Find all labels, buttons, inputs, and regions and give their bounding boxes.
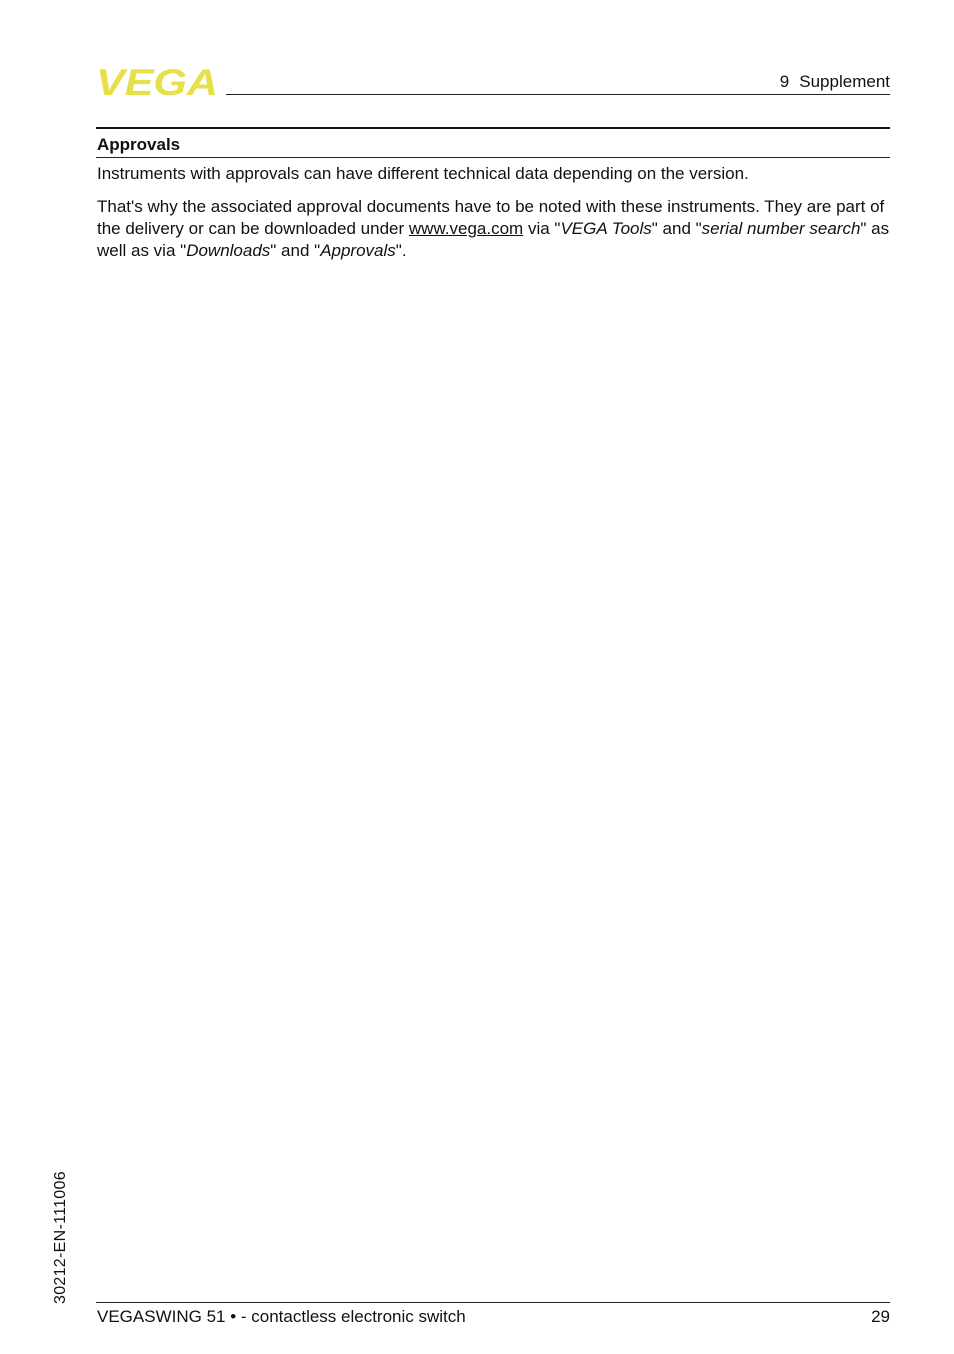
- heading-bottom-rule: [96, 157, 890, 158]
- text-span: " and ": [270, 241, 321, 260]
- section-heading: Approvals: [97, 135, 181, 154]
- document-code: 30212-EN-111006: [52, 1171, 69, 1304]
- vega-website-link[interactable]: www.vega.com: [408, 219, 524, 238]
- vega-logo: [96, 64, 220, 98]
- emphasis-approvals: Approvals: [320, 241, 396, 260]
- text-span: ".: [395, 241, 407, 260]
- footer-rule: [96, 1302, 890, 1303]
- text-span: via ": [523, 219, 561, 238]
- emphasis-downloads: Downloads: [186, 241, 271, 260]
- text-span: " and ": [651, 219, 702, 238]
- emphasis-serial-number-search: serial number search: [701, 219, 861, 238]
- text-span: " as well as via ": [97, 219, 890, 260]
- heading-top-rule: [96, 127, 890, 129]
- emphasis-vega-tools: VEGA Tools: [560, 219, 652, 238]
- header-section: [780, 72, 890, 92]
- text-span: That's why the associated approval documents have to be noted with these instruments. They are part of the delivery or can be downloaded under: [97, 197, 885, 238]
- logo-text: VEGA: [96, 64, 218, 98]
- page-number: 29: [871, 1307, 890, 1326]
- footer-title: VEGASWING 51 • - contactless electronic switch: [97, 1307, 466, 1326]
- paragraph-2: [97, 196, 890, 262]
- section-title: Supplement: [799, 72, 890, 91]
- header-rule: [226, 94, 890, 95]
- section-number: 9: [779, 72, 790, 91]
- paragraph-1: Instruments with approvals can have different technical data depending on the version.: [97, 164, 749, 183]
